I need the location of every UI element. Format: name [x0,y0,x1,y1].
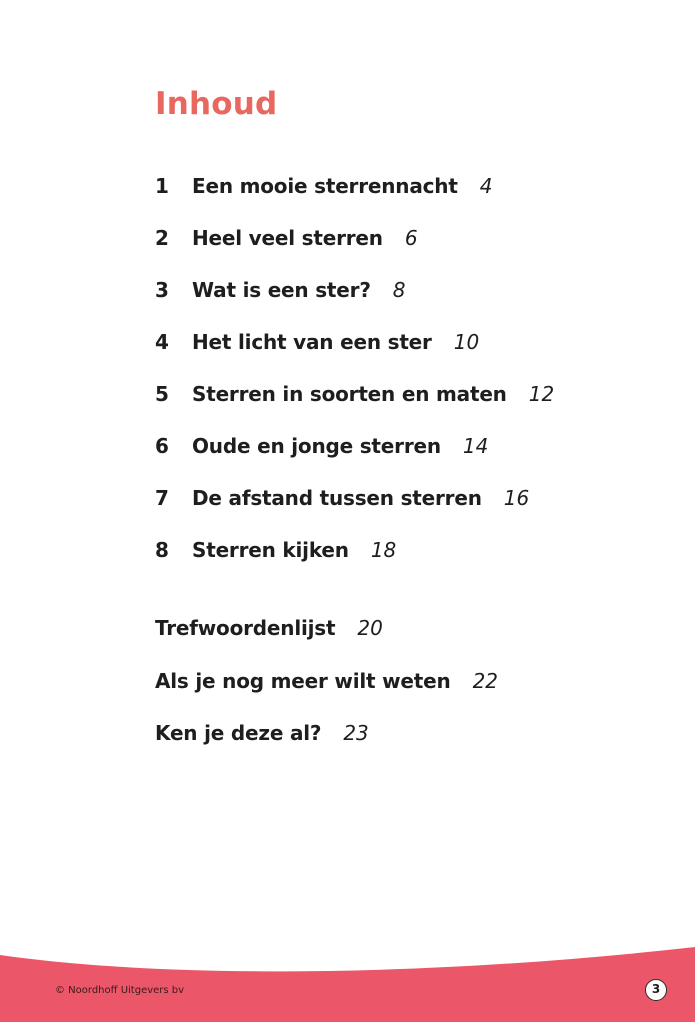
chapter-page: 10 [453,330,480,354]
extra-page: 22 [472,668,499,693]
extra-page: 23 [343,721,369,745]
chapter-number: 5 [155,382,169,406]
chapter-title: De afstand tussen sterren [192,486,482,510]
chapter-title: Heel veel sterren [192,226,383,250]
toc-item[interactable] [155,328,554,380]
toc-item[interactable] [155,224,554,276]
chapter-page: 18 [370,538,397,562]
toc-extra-item[interactable] [155,667,498,720]
toc-extra-item[interactable] [155,719,498,772]
chapter-number: 6 [155,434,169,458]
chapter-page: 8 [392,278,406,302]
toc-item[interactable] [155,380,554,432]
toc-item[interactable] [155,276,554,328]
footer-wave [0,940,695,1022]
chapter-title: Sterren in soorten en maten [192,382,507,406]
extra-title: Als je nog meer wilt weten [155,668,451,693]
chapter-page: 14 [462,434,489,458]
footer [0,940,695,1022]
chapter-page: 12 [528,382,555,406]
chapter-title: Wat is een ster? [192,278,371,302]
chapter-number: 7 [155,486,169,510]
page-title: Inhoud [155,86,278,122]
extra-title: Trefwoordenlijst [155,616,336,640]
toc-item[interactable] [155,484,554,536]
chapter-page: 16 [503,486,530,510]
toc-extra-item[interactable] [155,614,498,667]
toc-item[interactable] [155,432,554,484]
chapter-page: 4 [479,174,493,198]
chapter-number: 4 [155,330,169,354]
toc-appendix-list [155,614,498,772]
chapter-page: 6 [404,226,418,250]
chapter-title: Sterren kijken [192,538,349,562]
chapter-title: Het licht van een ster [192,330,432,354]
chapter-number: 1 [155,174,169,198]
toc-item[interactable] [155,172,554,224]
table-of-contents [155,172,554,588]
toc-item[interactable] [155,536,554,588]
extra-title: Ken je deze al? [155,721,322,745]
chapter-title: Oude en jonge sterren [192,434,441,458]
chapter-title: Een mooie sterrennacht [192,174,458,198]
copyright-text: © Noordhoff Uitgevers bv [55,985,185,996]
chapter-number: 3 [155,278,169,302]
extra-page: 20 [357,616,383,640]
chapter-number: 2 [155,226,169,250]
page-number-badge: 3 [645,979,667,1001]
chapter-number: 8 [155,538,169,562]
